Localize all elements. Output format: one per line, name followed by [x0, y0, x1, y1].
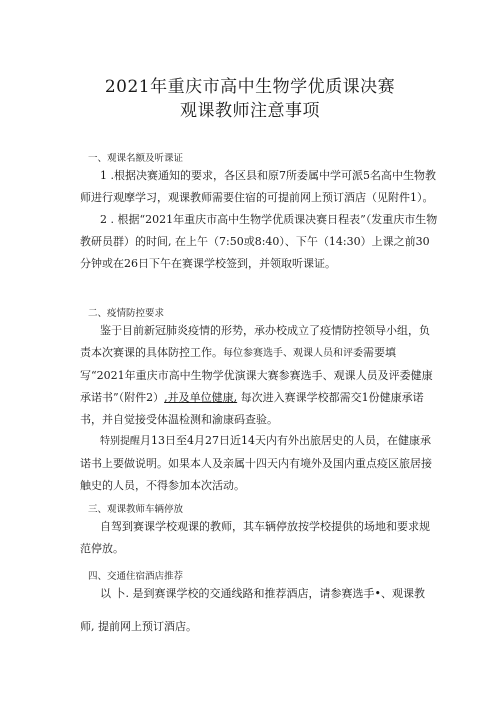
- section1-paragraph1: 1 .根据决赛通知的要求，各区县和原7所委属中学可派5名高中生物教师进行观摩学习，观课教师需要住宿的可提前网上预订酒店（见附件1）。: [80, 169, 436, 204]
- section4-paragraph1: 以 卜. 是到赛课学校的交通线路和推荐酒店，请参赛选手•、观课教: [100, 587, 425, 600]
- section3-paragraph1: 自驾到赛课学校观课的教师，其车辆停放按学校提供的场地和要求规范停放。: [80, 520, 430, 555]
- s2-special-note-label: 特别提醒: [100, 436, 140, 447]
- s2-text-underlined: ,并及单位健康,: [164, 391, 238, 404]
- section-heading-3: 三、观课教师车辆停放: [88, 504, 184, 515]
- section-heading-4: 四、交通住宿酒店推荐: [88, 571, 184, 582]
- s2-text-highlight: 每位参赛选手、观课人员和评委: [223, 348, 363, 359]
- section1-paragraph2: 2 . 根据“2021年重庆市高中生物学优质课决赛日程表”（发重庆市生物教研员群）的时间, 在上午（7:50或8:40）、下午（14:30）上课之前30分钟或在26日下午在赛课学校签到，并领取听课证。: [80, 213, 438, 270]
- section4-paragraph2: 师, 提前网上预订酒店。: [80, 620, 197, 633]
- section-heading-1: 一、观课名额及听课证: [88, 153, 184, 164]
- section2-paragraph1: [80, 320, 440, 431]
- s2-special-note-text: 月13日至4月27日近14天内有外出旅居史的人员，在健康承诺书上要做说明。如果本人及亲属十四天内有境外及国内重点疫区旅居接触史的人员，不得参加本次活动。: [80, 434, 432, 492]
- s2-text-a: 鉴于目前新冠肺炎疫情的形势，承办校成立了疫情防控领导小组，负责本次赛课的具体防控工作。: [80, 324, 430, 359]
- document-title-line1: 2021年重庆市高中生物学优质课决赛: [104, 77, 396, 97]
- s2-text-c: 需要填写“2021年重庆市高中生物学优演课大赛参赛选手、观课人员及评委健康承诺书”（附件2）: [80, 346, 433, 404]
- s2-text-e: 每次进入赛课学校都需交1份健康承诺书，并自觉接受体温检测和渝康码查验。: [80, 391, 424, 426]
- document-title-line2: 观课教师注意事项: [180, 101, 320, 121]
- section2-paragraph2: [80, 430, 440, 497]
- section-heading-2: 二、疫情防控要求: [88, 308, 165, 319]
